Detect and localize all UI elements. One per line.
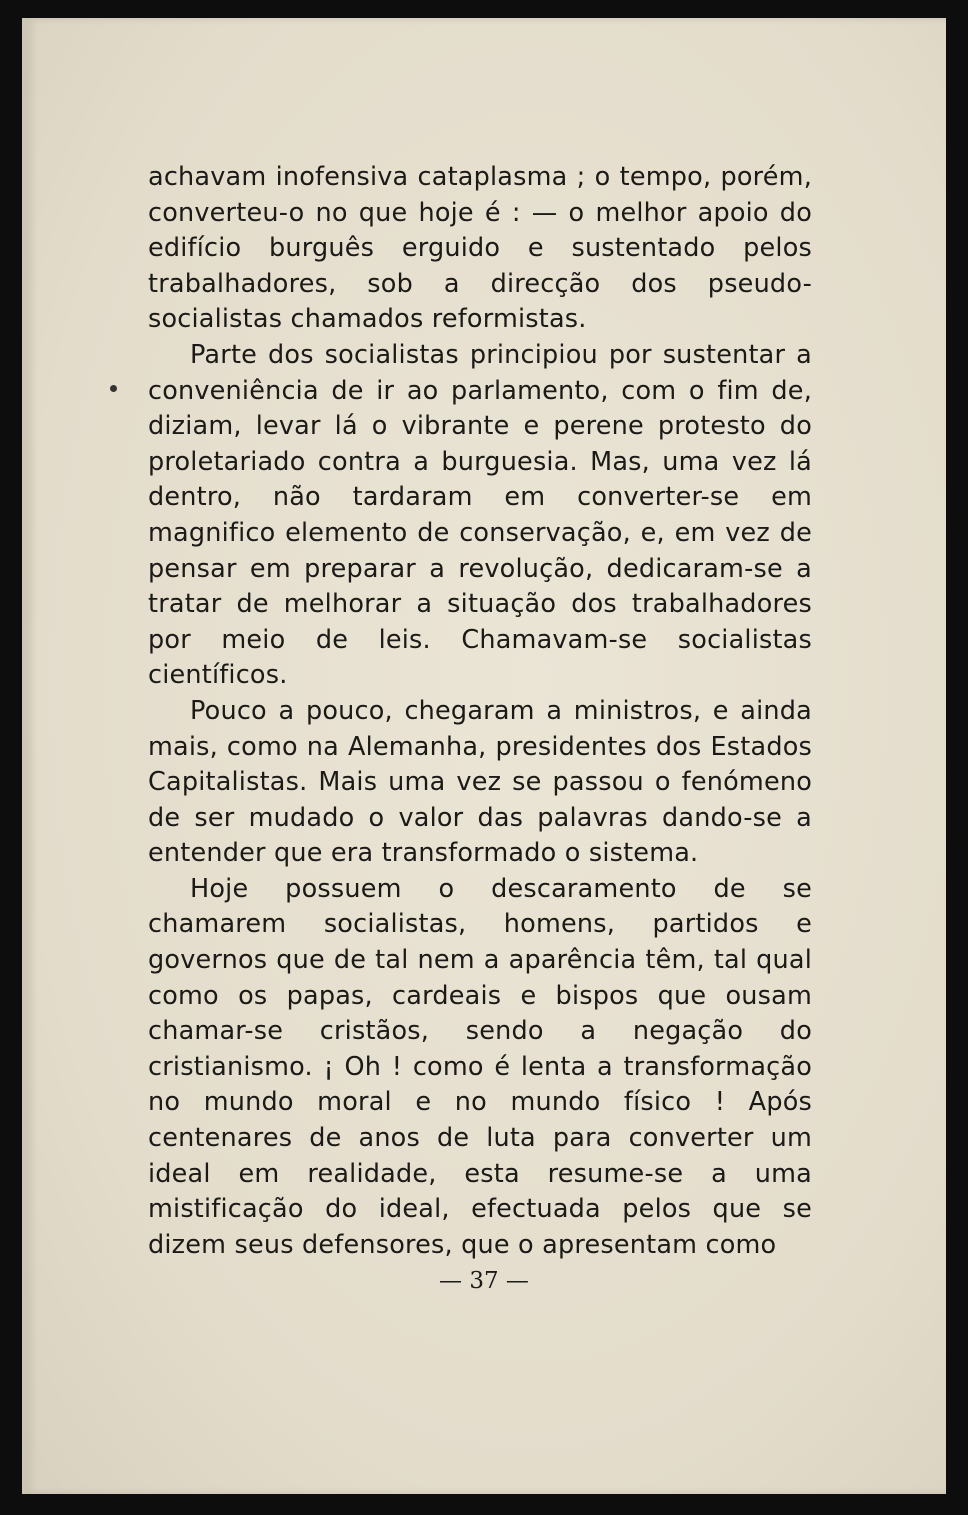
paragraph-1: achavam inofensiva cataplasma ; o tempo, porém, converteu-o no que hoje é : — o melhor apoio do edifício burguês erguido e sustentado pelos trabalhadores, sob a direcção dos pseudo-socialistas chamados reformistas. xyxy=(148,162,812,335)
page-number: — 37 — xyxy=(439,1268,529,1294)
body-text xyxy=(148,160,812,1263)
paragraph-4: Hoje possuem o descaramento de se chamarem socialistas, homens, partidos e governos que de tal nem a aparência têm, tal qual como os papas, cardeais e bispos que ousam chamar-se cristãos, sendo a negação do cristianismo. ¡ Oh ! como é lenta a transformação no mundo moral e no mundo físico ! Após centenares de anos de luta para converter um ideal em realidade, esta resume-se a uma mistificação do ideal, efectuada pelos que se dizem seus defensores, que o apresentam como xyxy=(148,873,812,1260)
ink-dot xyxy=(110,385,117,392)
paragraph-3: Pouco a pouco, chegaram a ministros, e ainda mais, como na Alemanha, presidentes dos Estados Capitalistas. Mais uma vez se passou o fenómeno de ser mudado o valor das palavras dando-se a entender que era transformado o sistema. xyxy=(148,695,812,869)
paragraph-2: Parte dos socialistas principiou por sustentar a conveniência de ir ao parlamento, com o fim de, diziam, levar lá o vibrante e perene protesto do proletariado contra a burguesia. Mas, uma vez lá dentro, não tardaram em converter-se em magnifico elemento de conservação, e, em vez de pensar em preparar a revolução, dedicaram-se a tratar de melhorar a situação dos trabalhadores por meio de leis. Chamavam-se socialistas científicos. xyxy=(148,339,812,691)
